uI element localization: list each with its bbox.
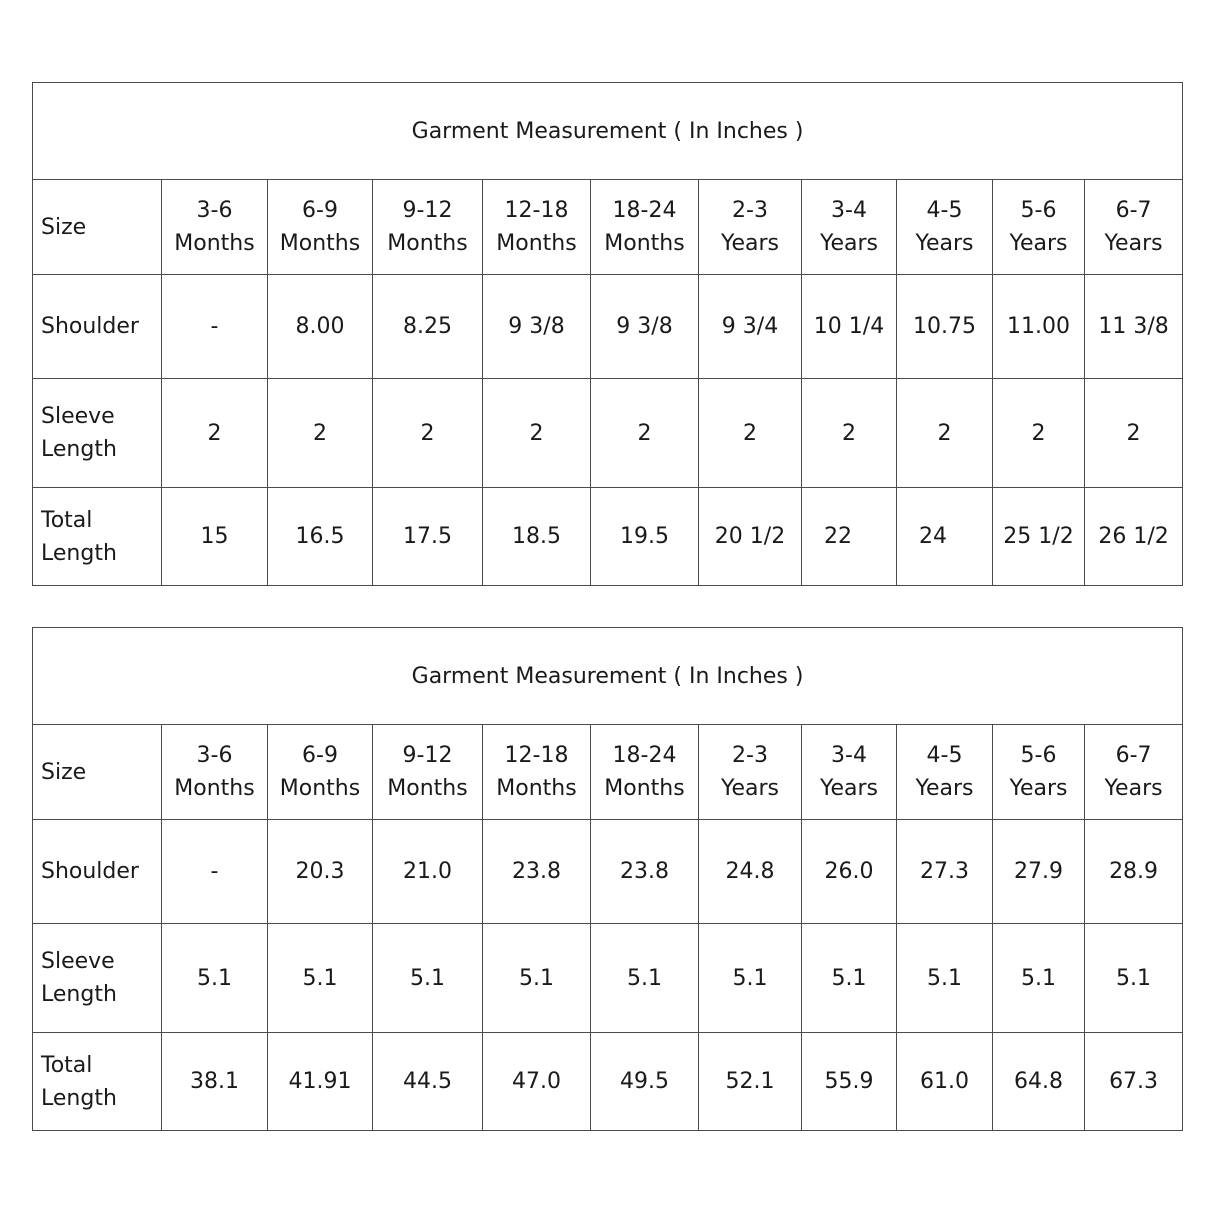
- size-range: 2-3: [732, 198, 768, 223]
- value-text: 2: [1031, 420, 1046, 446]
- value-text: 18.5: [512, 524, 561, 549]
- size-header-cell: [802, 725, 897, 820]
- row-label: [33, 488, 162, 586]
- value-text: 22: [824, 524, 852, 549]
- value-text: 2: [1126, 420, 1141, 446]
- value-cell: [1085, 379, 1183, 488]
- size-header-cell: [591, 180, 699, 275]
- value-cell: [162, 488, 268, 586]
- value-cell: [483, 1033, 591, 1131]
- value-cell: [699, 379, 802, 488]
- size-header-row: [33, 725, 1183, 820]
- value-cell: [802, 275, 897, 379]
- value-cell: [897, 820, 993, 924]
- measurement-table-inches: [32, 82, 1183, 586]
- value-cell: [483, 379, 591, 488]
- size-range: 9-12: [402, 743, 453, 768]
- value-cell: [897, 488, 993, 586]
- size-unit: Months: [174, 776, 255, 801]
- value-text: 55.9: [824, 1069, 874, 1094]
- value-cell: [162, 1033, 268, 1131]
- size-unit: Years: [1104, 231, 1163, 256]
- value-cell: [993, 820, 1085, 924]
- value-text: 5.1: [197, 965, 232, 991]
- value-cell: [591, 379, 699, 488]
- size-unit: Years: [1009, 776, 1068, 801]
- value-cell: [483, 924, 591, 1033]
- table-row: [33, 1033, 1183, 1131]
- value-text: 5.1: [519, 965, 554, 991]
- size-range: 3-4: [831, 743, 867, 768]
- value-text: 9 3/8: [616, 314, 673, 339]
- size-header-cell: [483, 180, 591, 275]
- row-label-text: Size: [41, 214, 87, 240]
- value-text: 26.0: [824, 859, 874, 884]
- size-unit: Months: [604, 776, 685, 801]
- size-unit: Months: [279, 231, 361, 256]
- size-range: 6-9: [302, 743, 338, 768]
- row-label-text: Size: [41, 759, 87, 785]
- row-label: [33, 1033, 162, 1131]
- value-text: 67.3: [1109, 1069, 1159, 1094]
- size-header-cell: [373, 725, 483, 820]
- size-unit: Months: [496, 231, 577, 256]
- value-text: 11.00: [1007, 314, 1070, 339]
- value-text: 20 1/2: [714, 524, 786, 549]
- value-cell: [993, 488, 1085, 586]
- row-label: [33, 379, 162, 488]
- value-text: 2: [313, 420, 327, 446]
- table-row: [33, 379, 1183, 488]
- value-cell: [993, 379, 1085, 488]
- value-text: 10 1/4: [813, 314, 885, 339]
- size-range: 6-7: [1115, 743, 1152, 768]
- table-title-row: [33, 628, 1183, 725]
- value-cell: [268, 488, 373, 586]
- size-unit: Months: [604, 231, 685, 256]
- value-cell: [1085, 924, 1183, 1033]
- value-cell: [268, 275, 373, 379]
- value-text: 2: [743, 420, 757, 446]
- value-cell: [993, 1033, 1085, 1131]
- value-cell: [802, 924, 897, 1033]
- value-cell: [699, 275, 802, 379]
- value-text: 2: [420, 420, 435, 446]
- value-text: 24: [919, 524, 947, 549]
- value-text: 10.75: [913, 314, 976, 339]
- value-text: 5.1: [831, 965, 867, 991]
- table-row: [33, 275, 1183, 379]
- row-label-text: Total: [41, 1052, 93, 1078]
- value-cell: [268, 820, 373, 924]
- value-text: 27.9: [1014, 859, 1063, 884]
- size-range: 12-18: [504, 198, 569, 223]
- value-cell: [483, 275, 591, 379]
- value-cell: [591, 275, 699, 379]
- size-header-cell: [699, 180, 802, 275]
- size-range: 6-9: [302, 198, 338, 223]
- size-unit: Months: [387, 776, 468, 801]
- value-text: 25 1/2: [1003, 524, 1074, 549]
- size-unit: Years: [1104, 776, 1163, 801]
- size-header-cell: [1085, 180, 1183, 275]
- size-header-cell: [802, 180, 897, 275]
- value-cell: [802, 1033, 897, 1131]
- value-cell: [802, 379, 897, 488]
- value-text: 20.3: [295, 859, 345, 884]
- value-text: 23.8: [512, 859, 561, 884]
- value-cell: [373, 1033, 483, 1131]
- row-label-size: [33, 180, 162, 275]
- row-label-text: Shoulder: [41, 859, 139, 884]
- value-cell: [162, 924, 268, 1033]
- table-title-text: Garment Measurement ( In Inches ): [411, 663, 804, 689]
- size-range: 6-7: [1115, 198, 1152, 223]
- table-row: [33, 924, 1183, 1033]
- value-text: 9 3/8: [508, 314, 565, 339]
- value-text: 19.5: [620, 524, 669, 549]
- value-cell: [699, 924, 802, 1033]
- value-cell: [802, 488, 897, 586]
- value-cell: [268, 1033, 373, 1131]
- value-text: 24.8: [725, 859, 775, 884]
- value-cell: [373, 820, 483, 924]
- row-label: [33, 275, 162, 379]
- table-title-row: [33, 83, 1183, 180]
- value-text: 5.1: [302, 965, 338, 991]
- value-text: 64.8: [1014, 1069, 1063, 1094]
- value-text: 5.1: [410, 965, 445, 991]
- value-cell: [897, 379, 993, 488]
- value-cell: [591, 1033, 699, 1131]
- size-unit: Months: [496, 776, 577, 801]
- value-text: 26 1/2: [1098, 524, 1169, 549]
- value-text: 49.5: [620, 1069, 669, 1094]
- size-unit: Years: [720, 231, 780, 256]
- value-text: 2: [529, 420, 544, 446]
- size-range: 3-4: [831, 198, 867, 223]
- value-cell: [373, 924, 483, 1033]
- value-cell: [1085, 1033, 1183, 1131]
- row-label-text: Length: [41, 540, 117, 566]
- value-text: 8.25: [403, 314, 452, 339]
- row-label-text: Shoulder: [41, 314, 139, 339]
- value-text: 8.00: [295, 314, 345, 339]
- table-row: [33, 488, 1183, 586]
- size-unit: Months: [279, 776, 361, 801]
- value-text: 38.1: [190, 1069, 239, 1094]
- value-text: -: [210, 859, 219, 884]
- value-cell: [591, 488, 699, 586]
- size-header-cell: [268, 725, 373, 820]
- size-unit: Years: [819, 776, 879, 801]
- size-header-cell: [993, 725, 1085, 820]
- value-text: 2: [207, 420, 222, 446]
- value-text: 52.1: [725, 1069, 775, 1094]
- size-range: 5-6: [1020, 198, 1057, 223]
- row-label-text: Sleeve: [41, 949, 115, 974]
- value-text: 5.1: [1116, 965, 1152, 991]
- row-label-text: Total: [41, 507, 93, 533]
- size-unit: Months: [174, 231, 255, 256]
- size-range: 3-6: [196, 198, 233, 223]
- value-cell: [162, 275, 268, 379]
- value-cell: [591, 820, 699, 924]
- value-text: 27.3: [920, 859, 969, 884]
- size-unit: Years: [915, 231, 974, 256]
- row-label-text: Sleeve: [41, 404, 115, 429]
- row-label: [33, 924, 162, 1033]
- row-label: [33, 820, 162, 924]
- table-title: [33, 83, 1183, 180]
- row-label-text: Length: [41, 1085, 117, 1111]
- value-text: 44.5: [403, 1069, 452, 1094]
- value-cell: [897, 275, 993, 379]
- size-unit: Years: [1009, 231, 1068, 256]
- value-text: 2: [637, 420, 652, 446]
- value-cell: [373, 488, 483, 586]
- measurement-table-cm: [32, 627, 1183, 1131]
- size-header-cell: [483, 725, 591, 820]
- size-range: 9-12: [402, 198, 453, 223]
- table-body: [33, 628, 1183, 1131]
- row-label-size: [33, 725, 162, 820]
- value-cell: [268, 924, 373, 1033]
- value-text: 5.1: [627, 965, 662, 991]
- size-header-row: [33, 180, 1183, 275]
- value-cell: [699, 1033, 802, 1131]
- table-title-text: Garment Measurement ( In Inches ): [411, 118, 804, 144]
- row-label-text: Length: [41, 437, 117, 462]
- size-range: 4-5: [926, 743, 963, 768]
- size-range: 2-3: [732, 743, 768, 768]
- value-cell: [699, 820, 802, 924]
- size-header-cell: [993, 180, 1085, 275]
- size-header-cell: [162, 725, 268, 820]
- value-cell: [162, 379, 268, 488]
- size-header-cell: [591, 725, 699, 820]
- size-header-cell: [699, 725, 802, 820]
- size-header-cell: [1085, 725, 1183, 820]
- value-cell: [373, 379, 483, 488]
- table-row: [33, 820, 1183, 924]
- row-label-text: Length: [41, 982, 117, 1007]
- value-text: 21.0: [403, 859, 452, 884]
- value-cell: [1085, 488, 1183, 586]
- value-text: 5.1: [732, 965, 768, 991]
- table-title: [33, 628, 1183, 725]
- size-header-cell: [268, 180, 373, 275]
- size-unit: Years: [915, 776, 974, 801]
- size-header-cell: [897, 180, 993, 275]
- value-text: 61.0: [920, 1069, 969, 1094]
- size-unit: Years: [720, 776, 780, 801]
- size-unit: Years: [819, 231, 879, 256]
- value-text: -: [210, 314, 219, 339]
- value-text: 23.8: [620, 859, 669, 884]
- value-cell: [897, 1033, 993, 1131]
- value-cell: [1085, 275, 1183, 379]
- value-text: 17.5: [403, 524, 452, 549]
- value-cell: [268, 379, 373, 488]
- value-cell: [699, 488, 802, 586]
- value-text: 15: [200, 524, 229, 549]
- value-cell: [897, 924, 993, 1033]
- table-body: [33, 83, 1183, 586]
- value-cell: [483, 488, 591, 586]
- size-header-cell: [162, 180, 268, 275]
- size-range: 4-5: [926, 198, 963, 223]
- value-text: 28.9: [1109, 859, 1159, 884]
- value-cell: [993, 275, 1085, 379]
- value-cell: [1085, 820, 1183, 924]
- value-cell: [993, 924, 1085, 1033]
- size-range: 12-18: [504, 743, 569, 768]
- size-range: 18-24: [612, 743, 677, 768]
- value-cell: [591, 924, 699, 1033]
- value-cell: [483, 820, 591, 924]
- size-range: 18-24: [612, 198, 677, 223]
- value-text: 5.1: [927, 965, 962, 991]
- value-cell: [373, 275, 483, 379]
- value-text: 16.5: [295, 524, 345, 549]
- value-text: 9 3/4: [721, 314, 779, 339]
- value-text: 47.0: [512, 1069, 561, 1094]
- value-cell: [802, 820, 897, 924]
- value-text: 5.1: [1021, 965, 1056, 991]
- size-range: 5-6: [1020, 743, 1057, 768]
- size-unit: Months: [387, 231, 468, 256]
- value-cell: [162, 820, 268, 924]
- value-text: 11 3/8: [1098, 314, 1169, 339]
- size-header-cell: [897, 725, 993, 820]
- value-text: 2: [842, 420, 856, 446]
- size-header-cell: [373, 180, 483, 275]
- size-range: 3-6: [196, 743, 233, 768]
- value-text: 2: [937, 420, 952, 446]
- value-text: 41.91: [288, 1069, 352, 1094]
